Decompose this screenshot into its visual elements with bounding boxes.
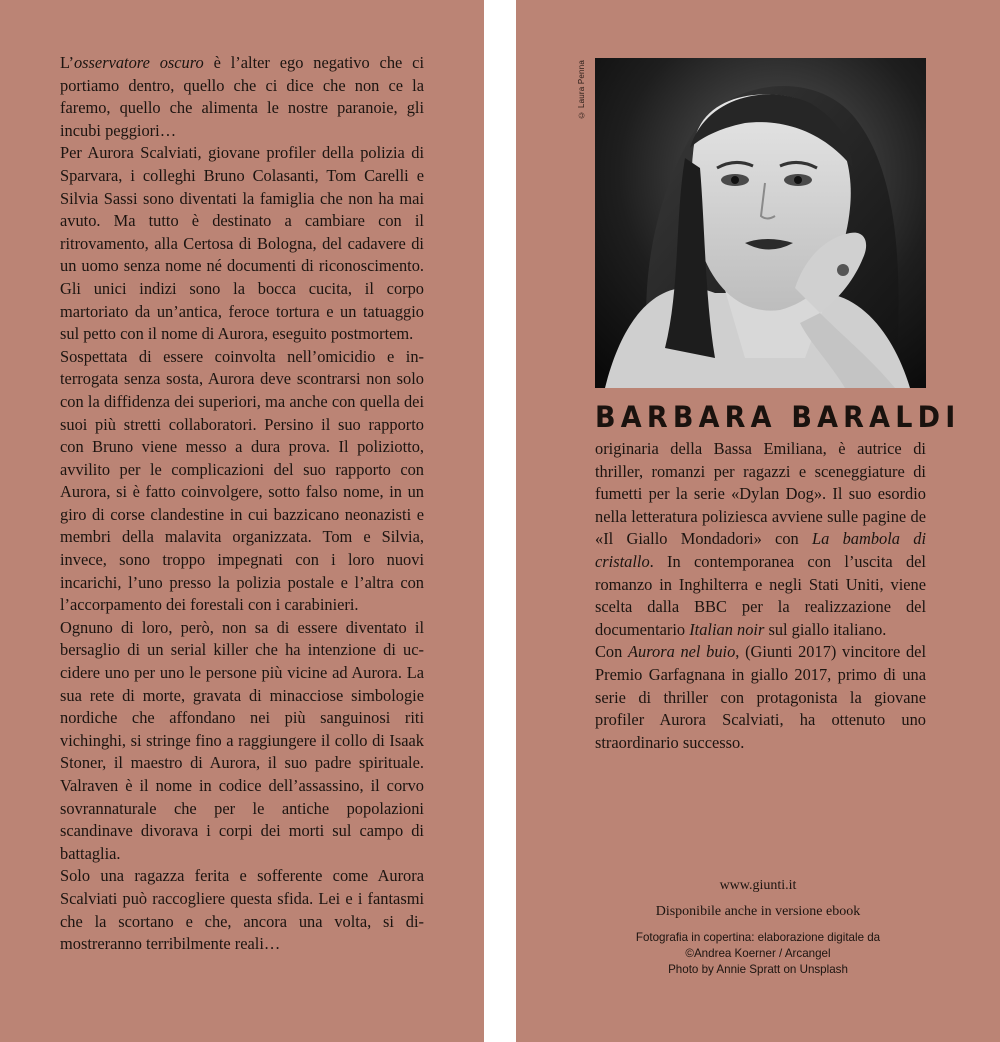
ebook-availability: Disponibile anche in versione ebook [655, 904, 861, 919]
author-name: BARBARA BARALDI [595, 400, 961, 434]
italic-title: osservatore oscuro [73, 53, 204, 72]
photo-credit: © Laura Penna [577, 60, 586, 120]
author-bio [595, 438, 926, 754]
publisher-footer [516, 878, 1000, 978]
back-flap-right [516, 0, 1000, 1042]
synopsis-paragraph-2: Per Aurora Scalviati, giovane profiler della polizia di Sparvara, i colleghi Bruno Colasanti, Tom Carelli e Silvia Sassi sono diventati la famiglia che non ha mai avuto. Ma tutto è destinato a cambiare con il ritrovamento, alla Certosa di Bologna, del cadavere di un uomo senza nome né documenti di riconoscimento. Gli unici indizi sono la bocca cucita, il corpo martoriato da un’antica, feroce tortura e un tatuaggio sul petto con il nome di Aurora, eseguito postmortem. [60, 143, 424, 344]
synopsis-paragraph-1: L’osservatore oscuro è l’alter ego negativo che ci portiamo dentro, quello che ci dice che non ce la faremo, quello che alimenta le nostre paranoie, gli incubi peggiori… [60, 53, 424, 140]
cover-credit-line: Fotografia in copertina: elaborazione digitale da [635, 931, 881, 944]
synopsis-paragraph-5: Solo una ragazza ferita e sofferente come Aurora Scalviati può raccogliere questa sfida. Lei e i fantasmi che la scortano e che, ancora una volta, si dimostreranno terribilmente reali… [60, 866, 424, 954]
synopsis-paragraph-4: Ognuno di loro, però, non sa di essere diventato il bersaglio di un serial killer che ha intenzione di uccidere uno per uno le persone più vicine ad Aurora. La sua rete di morte, gravata di minacciose simbologie nordiche che affondano nei più sanguinosi riti vichinghi, si stringe fino a raggiungere il collo di Isaak Stoner, il maestro di Aurora, il suo padre spirituale. Valraven è il nome in codice dell’assassino, il corvo sovrannaturale che per le antiche popolazioni scandinave divorava i corpi dei morti sul campo di battaglia. [60, 617, 424, 863]
back-flap-left [0, 0, 484, 1042]
synopsis-paragraph-3: Sospettata di essere coinvolta nell’omicidio e interrogata senza sosta, Aurora deve scontrarsi non solo con la diffidenza dei superiori, ma anche con quella dei suoi più stretti collaboratori. Persino il suo rapporto con Bruno viene messo a dura prova. Il poliziotto, avvilito per le complicazioni del suo rapporto con Aurora, si è fatto coinvolgere, sotto falso nome, in un giro di corse clandestine in cui bazzicano neonazisti e membri della malavita organizzata. Tom e Silvia, invece, sono troppo impegnati con i loro nuovi incarichi, l’uno presso la polizia postale e l’altra con l’accorpamento dei forestali con i carabinieri. [60, 346, 424, 615]
italic-title: Aurora nel buio [628, 642, 736, 662]
author-photo [595, 58, 926, 388]
publisher-website[interactable]: www.giunti.it [719, 878, 797, 893]
bio-paragraph-2: Con Aurora nel buio, (Giunti 2017) vincitore del Premio Garfagnana in giallo 2017, primo di una serie di thriller con protagonista la giovane profiler Aurora Scalviati, ha ottenuto uno straordinario successo. [595, 642, 926, 752]
author-photo-frame [577, 58, 926, 388]
synopsis [60, 52, 424, 956]
cover-credit-line: ©Andrea Koerner / Arcangel [685, 947, 831, 960]
italic-title: Italian noir [689, 619, 765, 639]
cover-credit-line: Photo by Annie Spratt on Unsplash [668, 963, 848, 976]
bio-paragraph-1: originaria della Bassa Emiliana, è autrice di thriller, romanzi per ragazzi e sceneggiature di fumetti per la serie «Dylan Dog». Il suo esordio nella letteratura poliziesca avviene sulle pagine de «Il Giallo Mondadori» con La bambola di cristallo. In contemporanea con l’uscita del romanzo in Inghilterra e negli Stati Uniti, viene scelta dalla BBC per la realizzazione del documentario Italian noir sul giallo italiano. [595, 439, 927, 639]
italic-title: La bambola di cristallo [595, 529, 927, 571]
cover-credits [516, 930, 1000, 978]
